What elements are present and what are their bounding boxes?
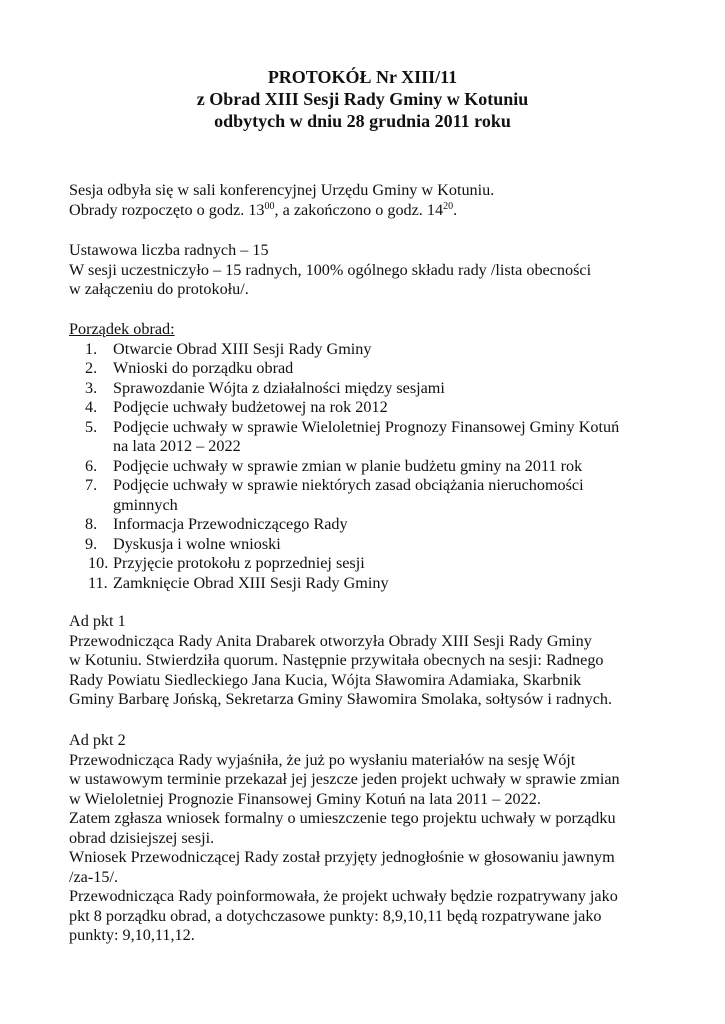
agenda-item-text: Dyskusja i wolne wnioski [113,534,281,553]
pkt2-heading: Ad pkt 2 [69,731,126,749]
agenda-item-text: Wnioski do porządku obrad [113,359,294,377]
pkt2-line: punkty: 9,10,11,12. [69,926,195,944]
intro-period: . [453,200,458,219]
agenda-item [69,359,689,379]
agenda-item-number: 9. [85,534,98,553]
agenda-heading: Porządek obrad: [69,320,175,338]
agenda-item-number: 1. [85,339,98,358]
start-time-minutes: 00 [264,200,275,212]
agenda-item [69,340,689,360]
end-time-text: , a zakończono o godz. 14 [274,200,444,219]
agenda-item [69,554,689,574]
title-line-2: z Obrad XIII Sesji Rady Gminy w Kotuniu [196,89,529,109]
pkt1-line: Gminy Barbarę Jońską, Sekretarza Gminy Sławomira Smolaka, sołtysów i radnych. [69,690,613,708]
end-time-minutes: 20 [443,200,454,212]
pkt2-line: obrad dzisiejszej sesji. [69,828,215,847]
attendance-line-1: Ustawowa liczba radnych – 15 [69,241,269,259]
agenda-item-text: Zamknięcie Obrad XIII Sesji Rady Gminy [113,573,389,592]
agenda-list [69,340,689,594]
agenda-item-number: 2. [85,359,98,377]
agenda-item [69,418,689,457]
agenda-item-text: gminnych [113,495,178,514]
pkt2-line: pkt 8 porządku obrad, a dotychczasowe punkty: 8,9,10,11 będą rozpatrywane jako [69,906,602,925]
intro-line-2 [69,201,689,221]
attendance-line-2: W sesji uczestniczyło – 15 radnych, 100% ogólnego składu rady /lista obecności [69,260,592,279]
pkt1-line: w Kotuniu. Stwierdziła quorum. Następnie przywitała obecnych na sesji: Radnego [69,651,604,669]
agenda-item [69,398,689,418]
title-line-1: PROTOKÓŁ Nr XIII/11 [267,67,458,87]
attendance-line-3: w załączeniu do protokołu/. [69,280,249,298]
agenda-item [69,535,689,555]
attendance-section [69,241,689,300]
agenda-item-text: Otwarcie Obrad XIII Sesji Rady Gminy [113,339,372,358]
pkt2-line: Przewodnicząca Rady wyjaśniła, że już po wysłaniu materiałów na sesję Wójt [69,750,576,769]
agenda-item-number: 10. [88,554,109,572]
agenda-item-text: Podjęcie uchwały w sprawie zmian w planie budżetu gminy na 2011 rok [113,456,583,475]
agenda-item-number: 3. [85,378,98,397]
agenda-item-number: 7. [85,476,98,494]
agenda-item-text: Przyjęcie protokołu z poprzedniej sesji [113,554,365,572]
agenda-item-text: Podjęcie uchwały budżetowej na rok 2012 [113,398,388,416]
pkt2-section [69,731,689,946]
agenda-item-number: 5. [85,417,98,436]
agenda-section [69,320,689,593]
pkt1-section [69,612,689,710]
pkt2-line: w Wieloletniej Prognozie Finansowej Gminy Kotuń na lata 2011 – 2022. [69,789,541,808]
pkt2-line: /za-15/. [69,867,118,886]
agenda-item [69,515,689,535]
agenda-item-text: Podjęcie uchwały w sprawie Wieloletniej Prognozy Finansowej Gminy Kotuń [113,417,620,436]
pkt1-line: Rady Powiatu Siedleckiego Jana Kucia, Wójta Sławomira Adamiaka, Skarbnik [69,670,582,689]
document-title [0,66,725,132]
pkt2-line: Zatem zgłasza wniosek formalny o umieszczenie tego projektu uchwały w porządku [69,809,616,827]
intro-section [69,181,689,220]
agenda-item [69,574,689,594]
agenda-item-text: Podjęcie uchwały w sprawie niektórych zasad obciążania nieruchomości [113,476,584,494]
start-time-text: Obrady rozpoczęto o godz. 13 [69,200,265,219]
agenda-item-number: 11. [88,573,108,592]
pkt2-line: Przewodnicząca Rady poinformowała, że projekt uchwały będzie rozpatrywany jako [69,887,618,905]
agenda-item-text: Informacja Przewodniczącego Rady [113,515,348,533]
agenda-item [69,379,689,399]
agenda-item-number: 8. [85,515,98,533]
intro-line-1: Sesja odbyła się w sali konferencyjnej Urzędu Gminy w Kotuniu. [69,181,495,199]
agenda-item [69,476,689,515]
agenda-item-number: 6. [85,456,98,475]
pkt1-heading: Ad pkt 1 [69,612,126,630]
agenda-item-text: na lata 2012 – 2022 [113,437,241,455]
title-line-3: odbytych w dniu 28 grudnia 2011 roku [214,111,511,131]
pkt2-line: w ustawowym terminie przekazał jej jeszcze jeden projekt uchwały w sprawie zmian [69,770,620,788]
pkt1-line: Przewodnicząca Rady Anita Drabarek otworzyła Obrady XIII Sesji Rady Gminy [69,631,592,650]
agenda-item-number: 4. [85,398,98,416]
agenda-item [69,457,689,477]
pkt2-line: Wniosek Przewodniczącej Rady został przyjęty jednogłośnie w głosowaniu jawnym [69,848,615,866]
agenda-item-text: Sprawozdanie Wójta z działalności między sesjami [113,378,445,397]
